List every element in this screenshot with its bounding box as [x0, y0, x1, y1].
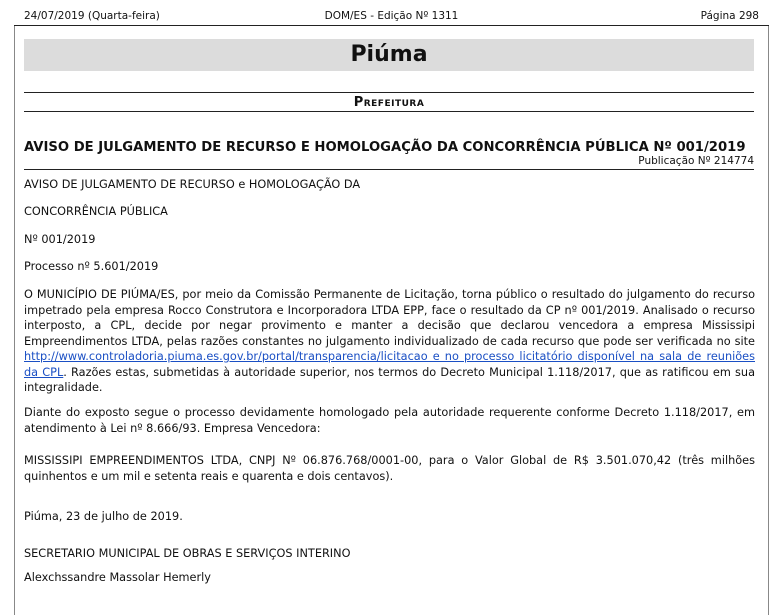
paragraph-homologation	[24, 405, 755, 436]
notice-title: AVISO DE JULGAMENTO DE RECURSO E HOMOLOGAÇÃO DA CONCORRÊNCIA PÚBLICA Nº 001/2019	[24, 140, 746, 155]
paragraph-result-text: O MUNICÍPIO DE PIÚMA/ES, por meio da Comissão Permanente de Licitação, torna público o resultado do julgamento do recurso impetrado pela empresa Rocco Construtora e Incorporadora LTDA EPP, face o resultado da CP nº 001/2019. Analisado o recurso interposto, a CPL, decide por negar provimento e manter a decisão que declarou vencedora a empresa Mississipi Empreendimentos LTDA, pelas razões constantes no julgamento individualizado de cada recurso que pode ser verificada no site	[24, 288, 755, 348]
paragraph-homologation-text: Diante do exposto segue o processo devidamente homologado pela autoridade requerente conforme Decreto 1.118/2017, em atendimento à Lei nº 8.666/93. Empresa Vencedora:	[24, 406, 755, 435]
paragraph-winner	[24, 453, 755, 484]
page-header	[14, 9, 769, 26]
section-heading: Prefeitura	[24, 92, 754, 112]
right-border	[768, 26, 769, 615]
paragraph-winner-text: MISSISSIPI EMPREENDIMENTOS LTDA, CNPJ Nº 06.876.768/0001-00, para o Valor Global de R$ 3.501.070,42 (três milhões quinhentos e um mil e setenta reais e quarenta e dois centavos).	[24, 454, 755, 483]
paragraph-result	[24, 287, 755, 396]
header-date: 24/07/2019 (Quarta-feira)	[24, 10, 160, 22]
notice-line-4: Processo nº 5.601/2019	[24, 260, 159, 273]
header-page-number: Página 298	[700, 10, 759, 22]
signatory-title: SECRETARIO MUNICIPAL DE OBRAS E SERVIÇOS INTERINO	[24, 547, 351, 560]
municipality-banner: Piúma	[24, 39, 754, 71]
notice-line-2: CONCORRÊNCIA PÚBLICA	[24, 205, 168, 218]
paragraph-result-text-end: . Razões estas, submetidas à autoridade superior, nos termos do Decreto Municipal 1.118/2017, que as ratificou em sua integralidade.	[24, 365, 755, 394]
notice-line-1: AVISO DE JULGAMENTO DE RECURSO e HOMOLOGAÇÃO DA	[24, 178, 361, 191]
notice-line-3: Nº 001/2019	[24, 233, 96, 246]
title-divider	[24, 169, 754, 170]
left-border	[14, 26, 15, 615]
header-edition: DOM/ES - Edição Nº 1311	[324, 10, 459, 22]
place-date: Piúma, 23 de julho de 2019.	[24, 510, 183, 523]
publication-number: Publicação Nº 214774	[638, 155, 754, 167]
transparency-portal-link[interactable]: http://www.controladoria.piuma.es.gov.br/portal/transparencia/licitacao e no processo licitatório disponível na sala de reuniões da CPL	[24, 350, 755, 379]
signatory-name: Alexchssandre Massolar Hemerly	[24, 571, 211, 584]
